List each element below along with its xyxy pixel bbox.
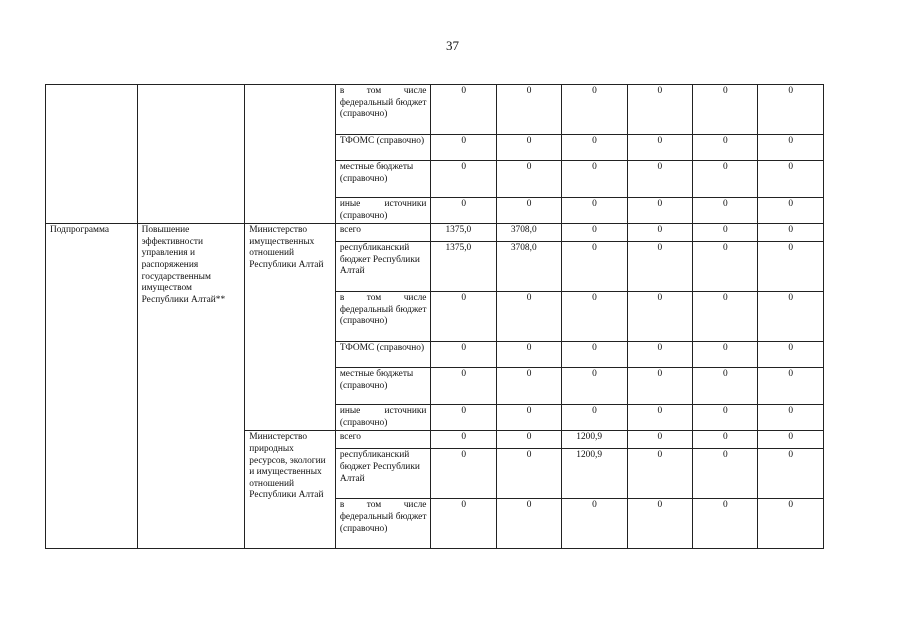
value-cell: 0 xyxy=(758,342,824,368)
value-cell: 0 xyxy=(496,292,561,342)
funding-source-cell: в том числе федеральный бюджет (справочно) xyxy=(335,292,431,342)
value-cell: 1200,9 xyxy=(562,431,627,449)
value-cell: 0 xyxy=(431,431,496,449)
value-cell: 0 xyxy=(431,135,496,161)
value-cell: 3708,0 xyxy=(496,242,561,292)
value-cell: 0 xyxy=(758,161,824,198)
value-cell: 0 xyxy=(693,242,758,292)
value-cell: 0 xyxy=(693,198,758,224)
value-cell: 0 xyxy=(758,292,824,342)
value-cell: 0 xyxy=(496,431,561,449)
value-cell: 0 xyxy=(693,224,758,242)
value-cell: 0 xyxy=(627,198,692,224)
value-cell: 0 xyxy=(431,85,496,135)
value-cell: 0 xyxy=(758,499,824,549)
value-cell: 0 xyxy=(627,161,692,198)
value-cell: 0 xyxy=(562,342,627,368)
funding-source-cell: в том числе федеральный бюджет (справочно) xyxy=(335,499,431,549)
funding-source-cell: всего xyxy=(335,431,431,449)
value-cell: 0 xyxy=(496,85,561,135)
empty-continuation-cell xyxy=(245,85,336,224)
funding-source-cell: местные бюджеты (справочно) xyxy=(335,368,431,405)
value-cell: 0 xyxy=(496,368,561,405)
value-cell: 0 xyxy=(562,368,627,405)
value-cell: 0 xyxy=(758,405,824,431)
funding-source-cell: иные источники (справочно) xyxy=(335,198,431,224)
value-cell: 0 xyxy=(562,242,627,292)
funding-source-cell: республиканский бюджет Республики Алтай xyxy=(335,449,431,499)
value-cell: 0 xyxy=(758,368,824,405)
value-cell: 0 xyxy=(627,342,692,368)
funding-source-cell: местные бюджеты (справочно) xyxy=(335,161,431,198)
value-cell: 1200,9 xyxy=(562,449,627,499)
table-row xyxy=(46,224,824,242)
value-cell: 0 xyxy=(758,198,824,224)
value-cell: 0 xyxy=(627,85,692,135)
value-cell: 0 xyxy=(693,431,758,449)
value-cell: 0 xyxy=(627,292,692,342)
value-cell: 0 xyxy=(562,499,627,549)
value-cell: 0 xyxy=(758,224,824,242)
value-cell: 0 xyxy=(496,405,561,431)
value-cell: 0 xyxy=(627,431,692,449)
value-cell: 3708,0 xyxy=(496,224,561,242)
value-cell: 0 xyxy=(562,85,627,135)
value-cell: 0 xyxy=(758,242,824,292)
value-cell: 0 xyxy=(431,405,496,431)
value-cell: 0 xyxy=(758,431,824,449)
value-cell: 0 xyxy=(562,198,627,224)
value-cell: 0 xyxy=(496,135,561,161)
value-cell: 0 xyxy=(693,499,758,549)
funding-source-cell: всего xyxy=(335,224,431,242)
value-cell: 0 xyxy=(627,242,692,292)
budget-table xyxy=(45,84,824,549)
value-cell: 0 xyxy=(431,292,496,342)
value-cell: 0 xyxy=(693,342,758,368)
value-cell: 0 xyxy=(627,449,692,499)
value-cell: 0 xyxy=(431,198,496,224)
funding-source-cell: ТФОМС (справочно) xyxy=(335,342,431,368)
value-cell: 0 xyxy=(562,224,627,242)
funding-source-cell: республиканский бюджет Республики Алтай xyxy=(335,242,431,292)
value-cell: 0 xyxy=(627,499,692,549)
subprogram-type-cell: Подпрограмма xyxy=(46,224,138,549)
value-cell: 0 xyxy=(693,449,758,499)
value-cell: 0 xyxy=(431,342,496,368)
value-cell: 0 xyxy=(758,135,824,161)
value-cell: 0 xyxy=(562,161,627,198)
executor-cell: Министерство имущественных отношений Республики Алтай xyxy=(245,224,336,431)
value-cell: 0 xyxy=(627,224,692,242)
funding-source-cell: ТФОМС (справочно) xyxy=(335,135,431,161)
value-cell: 0 xyxy=(758,449,824,499)
value-cell: 0 xyxy=(693,85,758,135)
value-cell: 0 xyxy=(627,135,692,161)
value-cell: 0 xyxy=(496,198,561,224)
funding-source-cell: иные источники (справочно) xyxy=(335,405,431,431)
value-cell: 0 xyxy=(496,499,561,549)
value-cell: 1375,0 xyxy=(431,224,496,242)
value-cell: 0 xyxy=(627,368,692,405)
value-cell: 0 xyxy=(562,135,627,161)
value-cell: 0 xyxy=(562,405,627,431)
subprogram-name-cell: Повышение эффективности управления и распоряжения государственным имуществом Республики Алтай** xyxy=(137,224,245,549)
value-cell: 1375,0 xyxy=(431,242,496,292)
funding-source-cell: в том числе федеральный бюджет (справочно) xyxy=(335,85,431,135)
value-cell: 0 xyxy=(693,135,758,161)
executor-cell: Министерство природных ресурсов, экологии и имущественных отношений Республики Алтай xyxy=(245,431,336,549)
value-cell: 0 xyxy=(693,161,758,198)
value-cell: 0 xyxy=(431,368,496,405)
value-cell: 0 xyxy=(758,85,824,135)
value-cell: 0 xyxy=(431,499,496,549)
empty-continuation-cell xyxy=(137,85,245,224)
value-cell: 0 xyxy=(693,368,758,405)
page-number: 37 xyxy=(446,38,459,53)
value-cell: 0 xyxy=(496,342,561,368)
value-cell: 0 xyxy=(627,405,692,431)
value-cell: 0 xyxy=(693,292,758,342)
table-row xyxy=(46,85,824,135)
value-cell: 0 xyxy=(431,161,496,198)
value-cell: 0 xyxy=(693,405,758,431)
empty-continuation-cell xyxy=(46,85,138,224)
value-cell: 0 xyxy=(562,292,627,342)
value-cell: 0 xyxy=(431,449,496,499)
value-cell: 0 xyxy=(496,161,561,198)
value-cell: 0 xyxy=(496,449,561,499)
